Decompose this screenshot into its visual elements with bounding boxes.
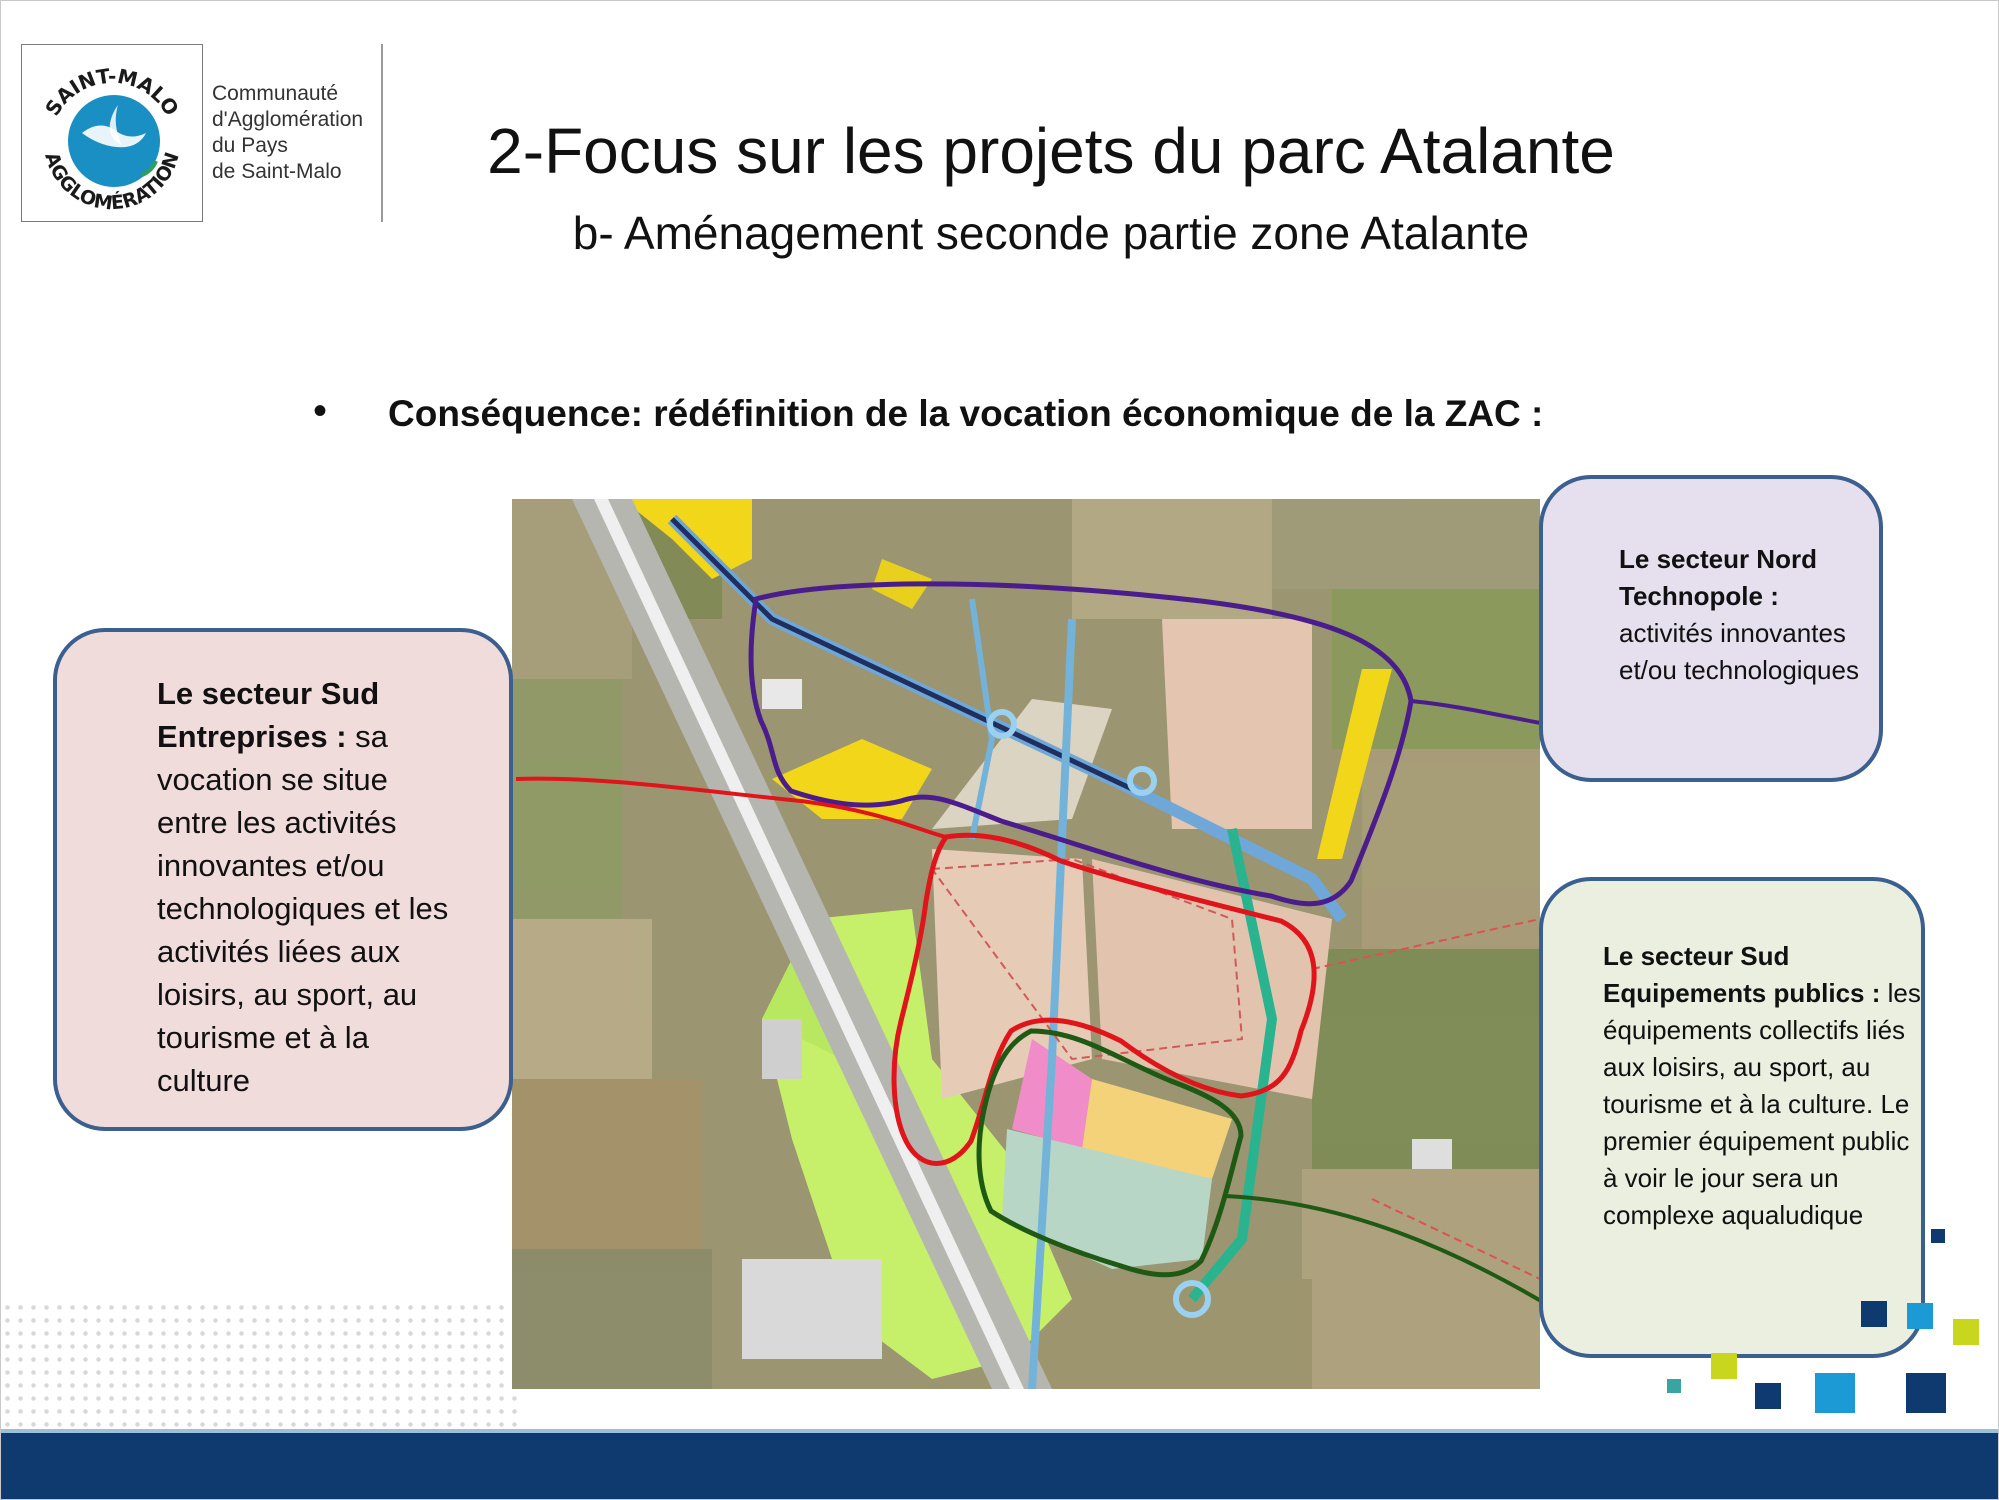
decor-square [1861,1301,1887,1327]
decor-square [1907,1303,1933,1329]
callout-north-technopole-body: activités innovantes et/ou technologiques [1619,618,1859,685]
bullet-marker: • [313,389,328,433]
footer-bar [1,1433,1999,1500]
dotted-pattern-decoration [1,1301,521,1431]
decor-square [1755,1383,1781,1409]
callout-south-enterprises [53,628,513,1131]
callout-south-enterprises-body: sa vocation se situe entre les activités innovantes et/ou technologiques et les activités liées aux loisirs, au sport, au tourisme et à la culture [157,719,449,1098]
decor-square [1953,1319,1979,1345]
slide-subtitle: b- Aménagement seconde partie zone Atalante [572,207,1530,259]
decor-square [1931,1229,1945,1243]
decor-square [1667,1379,1681,1393]
decor-square [1711,1353,1737,1379]
callout-public-equipment [1539,877,1925,1358]
organization-name: Communauté d'Agglomération du Pays de Saint-Malo [212,82,364,183]
svg-text:SAINT-MALO: SAINT-MALO [40,63,184,120]
callout-public-equipment-title: Le secteur Sud Equipements publics : [1603,941,1881,1008]
callout-north-technopole [1539,475,1883,782]
callout-public-equipment-body: les équipements collectifs liés aux loisirs, au sport, au tourisme et à la culture. Le premier équipement public à voir le jour sera un complexe aqualudique [1603,978,1921,1230]
decor-square [1906,1373,1946,1413]
bullet-text: Conséquence: rédéfinition de la vocation économique de la ZAC : [388,393,1544,434]
decor-square [1815,1373,1855,1413]
saint-malo-agglomeration-logo [21,44,203,222]
callout-north-technopole-title: Le secteur Nord Technopole : [1619,544,1817,611]
slide-title: 2-Focus sur les projets du parc Atalante [487,115,1615,187]
callout-south-enterprises-title: Le secteur Sud Entreprises : [157,676,380,754]
zone-plan-map [512,499,1540,1389]
svg-text:AGGLOMÉRATION: AGGLOMÉRATION [40,149,184,215]
